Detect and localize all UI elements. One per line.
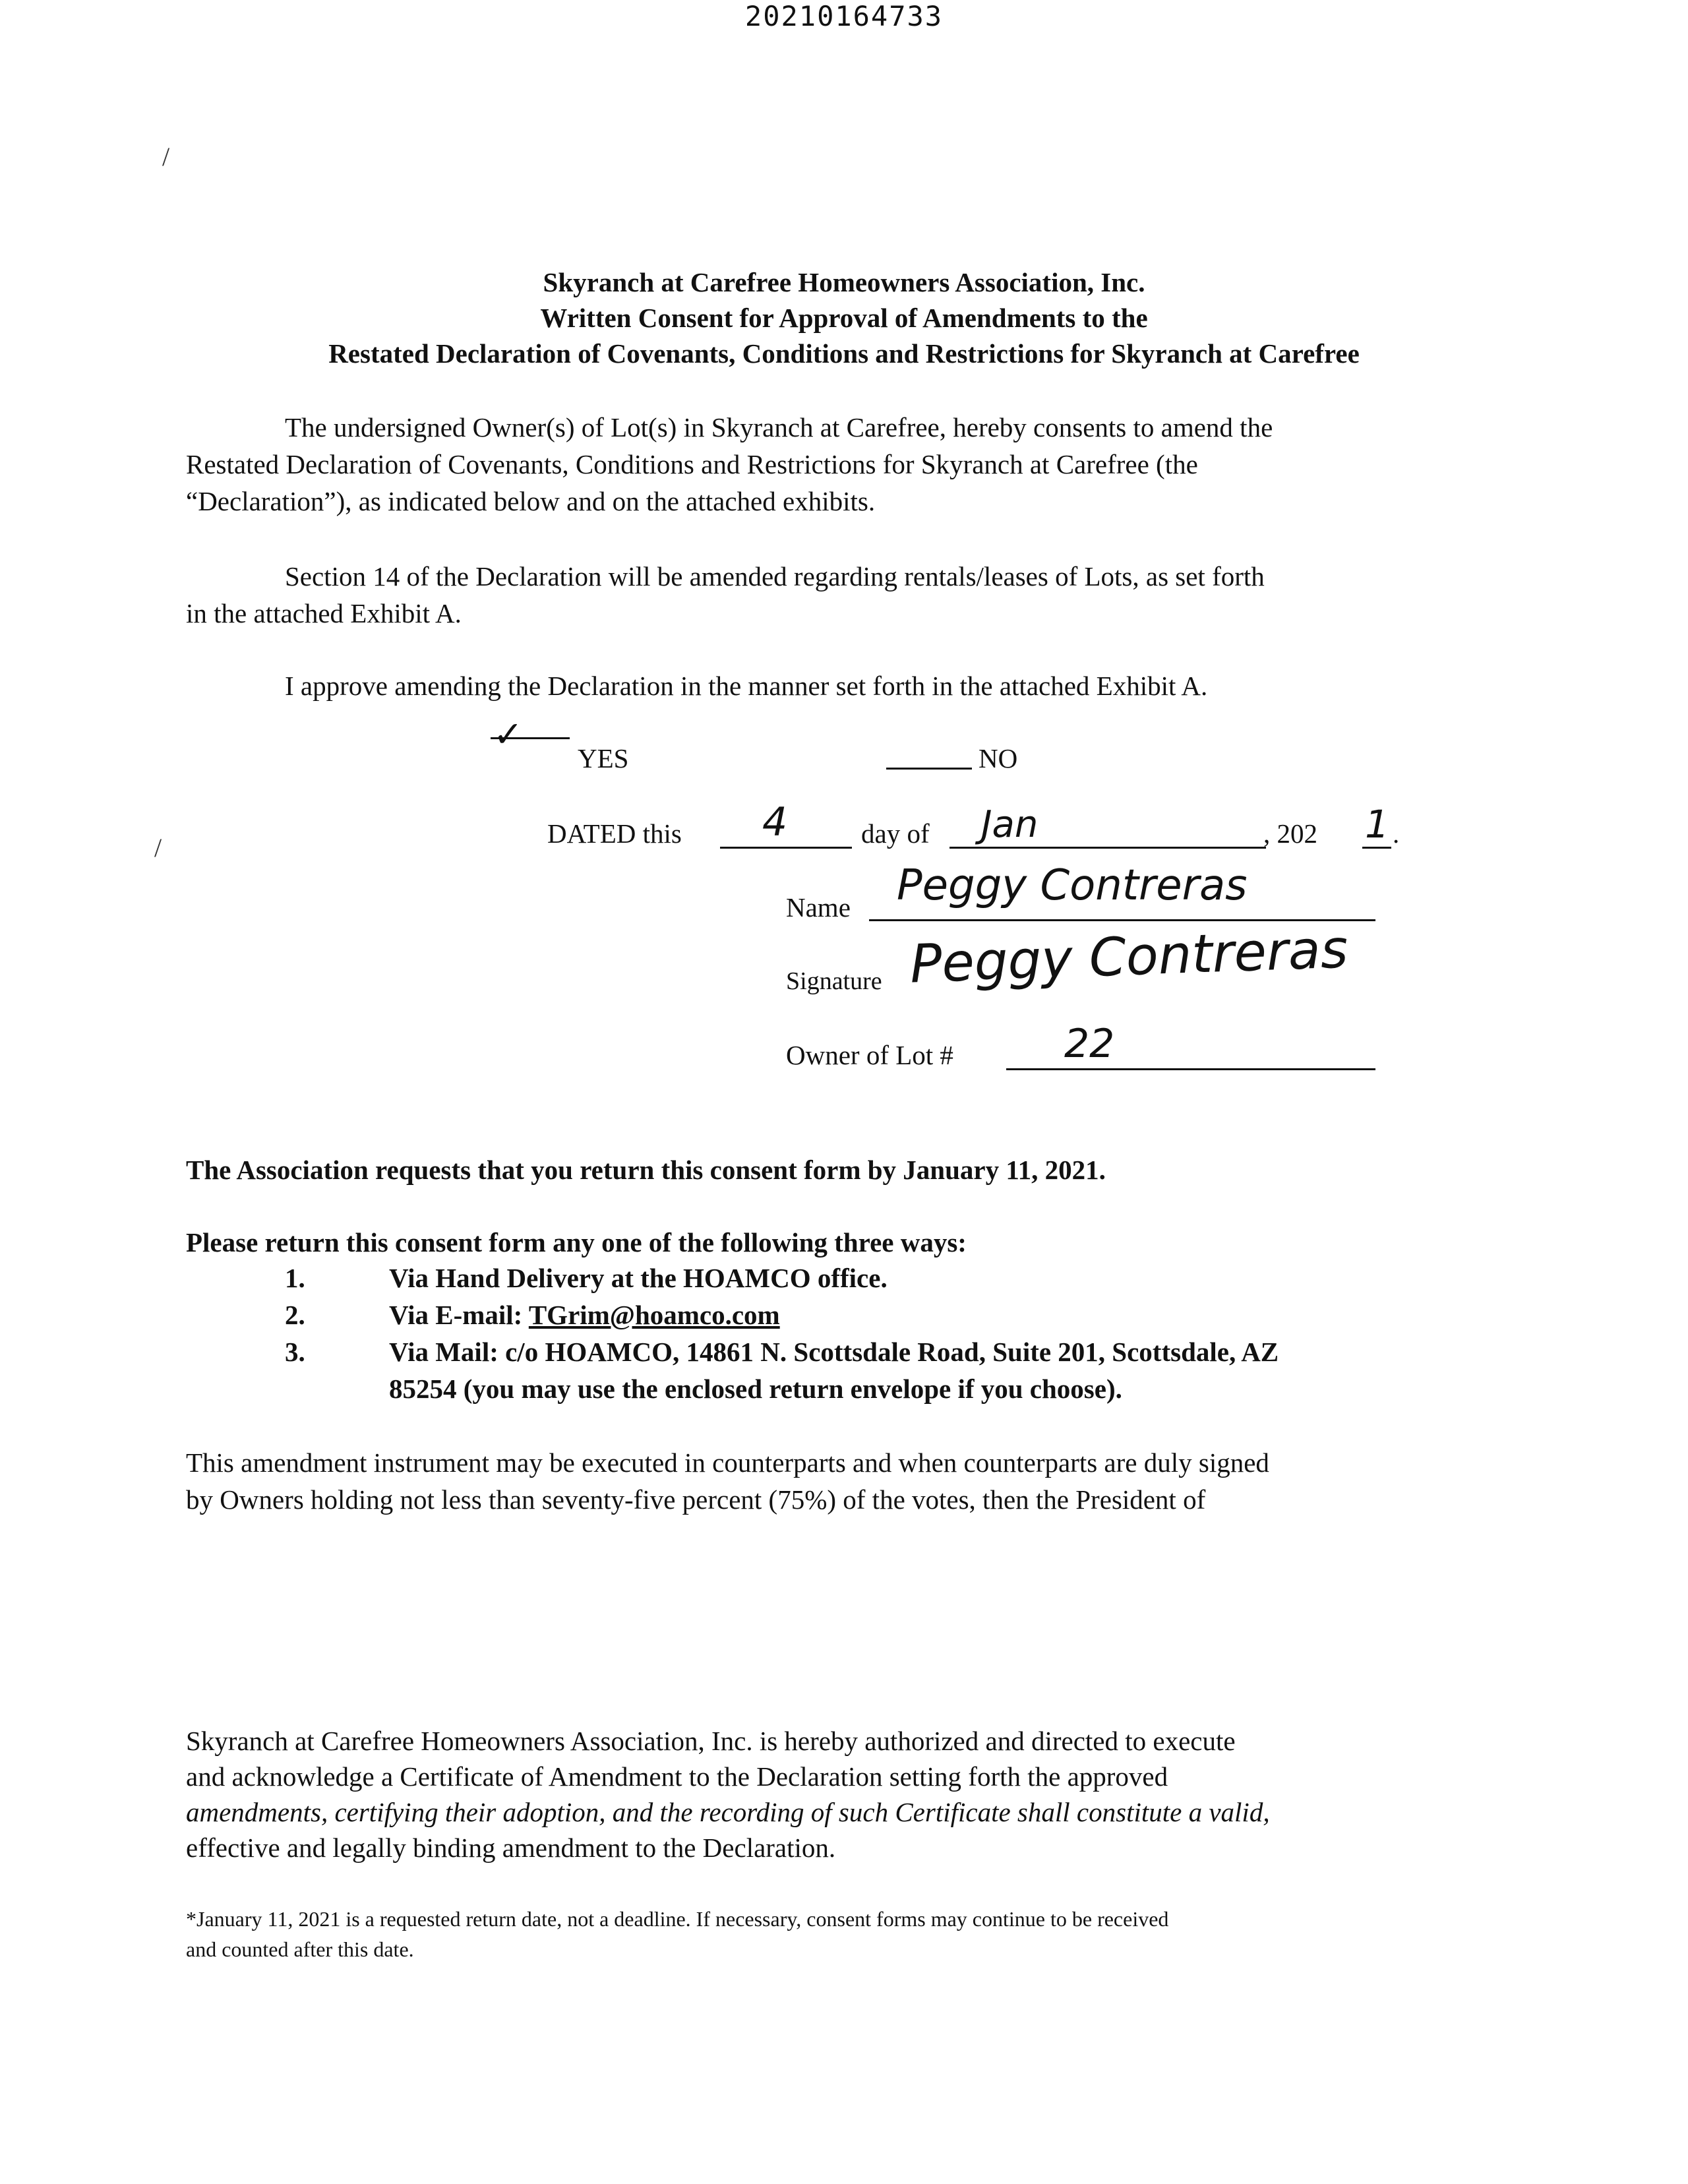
authorization-line1: Skyranch at Carefree Homeowners Association, Inc. is hereby authorized and directed to execute — [186, 1726, 1236, 1756]
year-prefix: , 202 — [1263, 818, 1317, 849]
return-method-3-line2: 85254 (you may use the enclosed return envelope if you choose). — [389, 1374, 1122, 1404]
year-value: 1 — [1365, 802, 1389, 847]
day-of-label: day of — [861, 818, 930, 849]
intro-line2: Restated Declaration of Covenants, Conditions and Restrictions for Skyranch at Carefree (the — [186, 449, 1198, 479]
approve-statement: I approve amending the Declaration in the manner set forth in the attached Exhibit A. — [285, 671, 1208, 701]
month-blank[interactable] — [950, 847, 1266, 849]
authorization-line4: effective and legally binding amendment to the Declaration. — [186, 1833, 836, 1863]
signature-label: Signature — [786, 967, 882, 995]
counterparts-line2: by Owners holding not less than seventy-five percent (75%) of the votes, then the President of — [186, 1484, 1206, 1515]
yes-checkmark: ✓ — [493, 713, 524, 755]
lot-blank[interactable] — [1006, 1068, 1375, 1070]
return-method-3: Via Mail: c/o HOAMCO, 14861 N. Scottsdale Road, Suite 201, Scottsdale, AZ — [389, 1337, 1279, 1367]
section14-line1: Section 14 of the Declaration will be amended regarding rentals/leases of Lots, as set forth — [285, 561, 1265, 592]
signature-value: Peggy Contreras — [909, 918, 1349, 995]
no-label: NO — [979, 743, 1018, 774]
intro-line3: “Declaration”), as indicated below and on the attached exhibits. — [186, 486, 876, 516]
stray-mark: / — [154, 833, 162, 863]
return-heading: Please return this consent form any one of the following three ways: — [186, 1227, 967, 1258]
name-value: Peggy Contreras — [897, 861, 1248, 910]
dated-prefix: DATED this — [547, 818, 682, 849]
name-label: Name — [786, 892, 851, 923]
dated-period: . — [1393, 818, 1400, 849]
section14-line2: in the attached Exhibit A. — [186, 598, 462, 628]
footnote-line2: and counted after this date. — [186, 1937, 414, 1961]
footnote-line1: *January 11, 2021 is a requested return date, not a deadline. If necessary, consent forms may continue to be received — [186, 1907, 1169, 1931]
return-method-1-num: 1. — [285, 1263, 305, 1293]
email-prefix: Via E-mail: — [389, 1300, 529, 1330]
return-method-1: Via Hand Delivery at the HOAMCO office. — [389, 1263, 888, 1293]
authorization-line2: and acknowledge a Certificate of Amendment to the Declaration setting forth the approved — [186, 1761, 1168, 1792]
document-title-line1: Skyranch at Carefree Homeowners Association, Inc. — [543, 267, 1145, 297]
return-method-2-num: 2. — [285, 1300, 305, 1330]
lot-value: 22 — [1064, 1021, 1115, 1067]
day-blank[interactable] — [720, 847, 852, 849]
return-method-3-num: 3. — [285, 1337, 305, 1367]
no-blank[interactable] — [886, 768, 972, 770]
return-request: The Association requests that you return this consent form by January 11, 2021. — [186, 1155, 1106, 1185]
record-number: 20210164733 — [744, 0, 944, 32]
return-method-2 — [389, 1299, 780, 1331]
document-title-line2: Written Consent for Approval of Amendments to the — [540, 303, 1148, 333]
email-link[interactable]: TGrim@hoamco.com — [528, 1300, 780, 1330]
intro-line1: The undersigned Owner(s) of Lot(s) in Skyranch at Carefree, hereby consents to amend the — [285, 412, 1273, 442]
document-title-line3: Restated Declaration of Covenants, Conditions and Restrictions for Skyranch at Carefree — [328, 338, 1360, 369]
yes-label: YES — [578, 743, 629, 774]
lot-label: Owner of Lot # — [786, 1040, 953, 1070]
counterparts-line1: This amendment instrument may be executed in counterparts and when counterparts are duly signed — [186, 1447, 1269, 1478]
authorization-line3: amendments, certifying their adoption, and the recording of such Certificate shall constitute a valid, — [186, 1797, 1270, 1827]
stray-mark: / — [162, 142, 170, 171]
day-value: 4 — [762, 799, 788, 845]
month-value: Jan — [981, 803, 1039, 846]
year-blank[interactable] — [1362, 847, 1391, 849]
